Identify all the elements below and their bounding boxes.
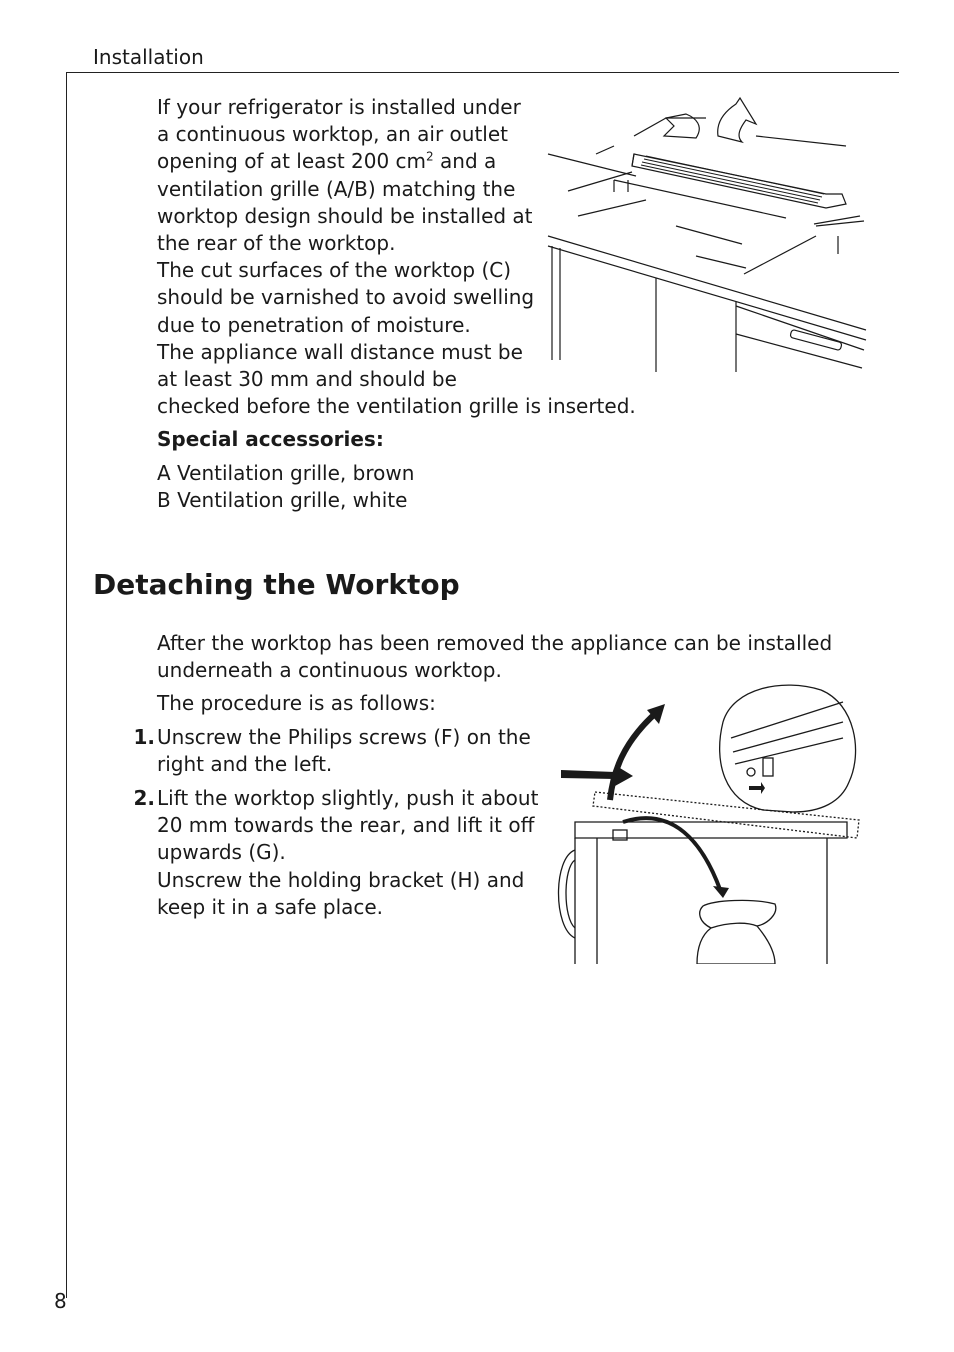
margin-rule [66, 72, 67, 1298]
step-line: Lift the worktop slightly, push it about [157, 786, 539, 810]
intro-line-text: opening of at least 200 cm [157, 149, 427, 174]
step-line: Unscrew the holding bracket (H) and [157, 867, 525, 892]
intro-line: worktop design should be installed at [157, 203, 533, 228]
step-number: 2. [133, 786, 155, 810]
accessory-item: A Ventilation grille, brown [157, 461, 415, 485]
step-1 [131, 724, 551, 784]
intro-line: due to penetration of moisture. [157, 312, 471, 337]
intro-line: a continuous worktop, an air outlet [157, 122, 508, 147]
accessories-title: Special accessories: [157, 427, 384, 451]
step-line: upwards (G). [157, 840, 286, 865]
worktop-removal-illustration [553, 682, 863, 964]
intro-line: at least 30 mm and should be [157, 367, 457, 392]
accessories-list [157, 460, 414, 514]
section-heading: Detaching the Worktop [93, 568, 460, 601]
step-line: 20 mm towards the rear, and lift it off [157, 813, 535, 838]
accessory-item: B Ventilation grille, white [157, 488, 408, 513]
step-line: Unscrew the Philips screws (F) on the [157, 725, 531, 749]
page-number: 8 [54, 1289, 67, 1313]
intro-line: checked before the ventilation grille is inserted. [157, 394, 636, 419]
intro-line: the rear of the worktop. [157, 231, 396, 256]
section-label: Installation [93, 45, 204, 69]
intro-line: The appliance wall distance must be [157, 339, 523, 364]
header-rule [66, 72, 899, 73]
intro-line: should be varnished to avoid swelling [157, 285, 535, 310]
step-number: 1. [133, 725, 155, 749]
step-2 [131, 785, 551, 925]
detach-line: After the worktop has been removed the appliance can be installed [157, 631, 833, 655]
ventilation-grille-illustration [546, 96, 868, 378]
superscript: 2 [426, 149, 434, 164]
intro-line: If your refrigerator is installed under [157, 95, 521, 119]
step-text [157, 785, 538, 921]
step-line: right and the left. [157, 752, 333, 777]
intro-line: ventilation grille (A/B) matching the [157, 176, 516, 201]
intro-line-tail: and a [433, 149, 497, 174]
intro-line: The cut surfaces of the worktop (C) [157, 258, 512, 283]
step-text [157, 724, 531, 778]
step-line: keep it in a safe place. [157, 894, 384, 919]
detach-line: underneath a continuous worktop. [157, 658, 502, 683]
detach-paragraph [157, 630, 832, 684]
procedure-intro: The procedure is as follows: [157, 691, 436, 715]
